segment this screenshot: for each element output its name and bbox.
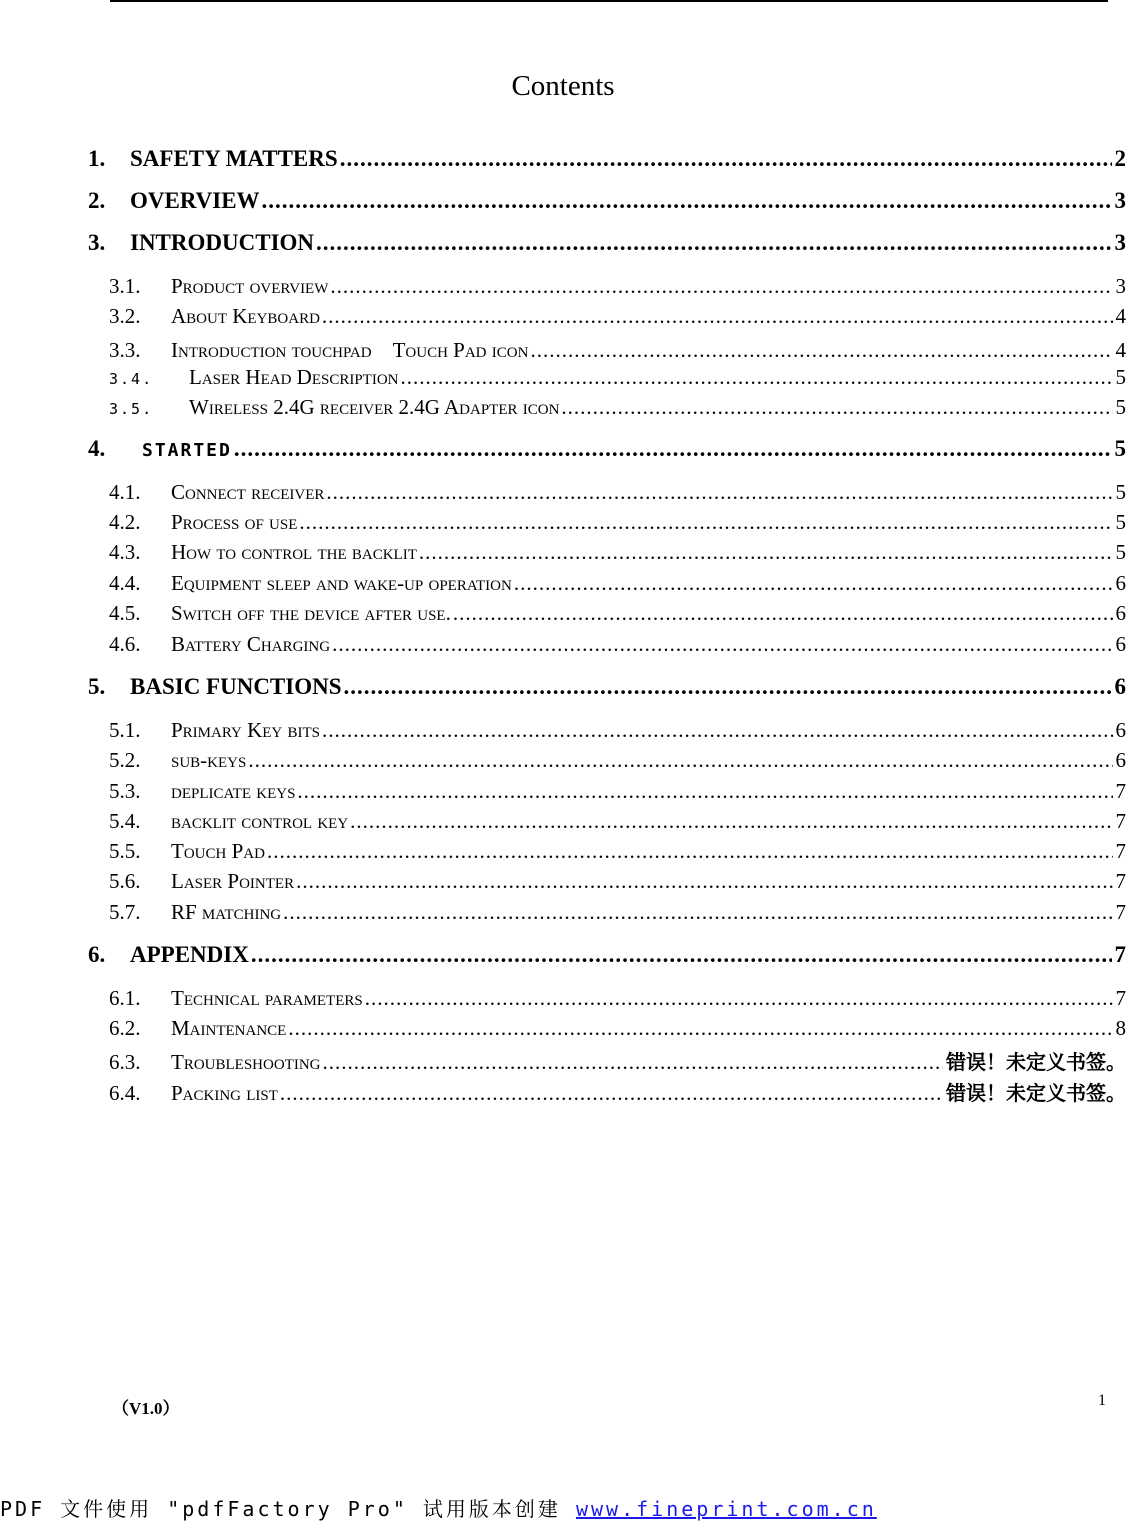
- toc-number: 4.3.: [109, 540, 171, 565]
- toc-label: Maintenance: [171, 1016, 286, 1041]
- toc-number: 6.2.: [109, 1016, 171, 1041]
- toc-entry-4-5[interactable]: [109, 601, 1126, 626]
- toc-leader: [330, 274, 1112, 299]
- toc-page: 6: [1116, 571, 1126, 596]
- toc-entry-5[interactable]: [88, 674, 1126, 700]
- toc-leader: [262, 188, 1112, 214]
- toc-leader: [332, 632, 1112, 657]
- toc-entry-5-6[interactable]: [109, 869, 1126, 894]
- toc-page: 7: [1116, 986, 1126, 1011]
- toc-label: About Keyboard: [171, 304, 320, 329]
- toc-leader: [401, 365, 1113, 390]
- page-title: Contents: [0, 70, 1126, 103]
- toc-number: 4.4.: [109, 571, 171, 596]
- toc-label: Equipment sleep and wake-up operation: [171, 571, 512, 596]
- toc-leader: [365, 986, 1113, 1011]
- toc-entry-4-2[interactable]: [109, 510, 1126, 535]
- toc-page: 5: [1116, 365, 1126, 390]
- toc-entry-6-4[interactable]: [109, 1077, 1126, 1106]
- toc-leader: [297, 779, 1112, 804]
- toc-page: 3: [1115, 188, 1126, 214]
- toc-number: 6.4.: [109, 1081, 171, 1106]
- watermark-link[interactable]: www.fineprint.com.cn: [576, 1497, 877, 1521]
- toc-entry-2[interactable]: [88, 188, 1126, 214]
- toc-entry-5-7[interactable]: [109, 900, 1126, 925]
- toc-number: 5.5.: [109, 839, 171, 864]
- toc-page: 4: [1116, 338, 1126, 363]
- toc-number: 6.1.: [109, 986, 171, 1011]
- toc-leader: [283, 900, 1112, 925]
- toc-label: Primary Key bits: [171, 718, 320, 743]
- toc-number: 2.: [88, 188, 130, 214]
- toc-leader: [322, 304, 1113, 329]
- toc-entry-4-1[interactable]: [109, 480, 1126, 505]
- toc-number: 5.2.: [109, 748, 171, 773]
- toc-label: APPENDIX: [130, 942, 249, 968]
- watermark: [0, 1493, 877, 1522]
- toc-entry-3[interactable]: [88, 230, 1126, 256]
- toc-label: Laser Head Description: [189, 365, 399, 390]
- toc-label: Process of use: [171, 510, 297, 535]
- toc-entry-4[interactable]: [88, 436, 1126, 462]
- toc-page: 4: [1116, 304, 1126, 329]
- toc-label: Switch off the device after use.: [171, 601, 451, 626]
- toc-leader: [344, 674, 1112, 700]
- toc-entry-5-3[interactable]: [109, 779, 1126, 804]
- toc-entry-6-2[interactable]: [109, 1016, 1126, 1041]
- toc-label: OVERVIEW: [130, 188, 260, 214]
- toc-leader: [326, 480, 1112, 505]
- toc-entry-4-3[interactable]: [109, 540, 1126, 565]
- toc-number: 5.7.: [109, 900, 171, 925]
- toc-label: BASIC FUNCTIONS: [130, 674, 342, 700]
- toc-number: 5.4.: [109, 809, 171, 834]
- toc-number: 3.5.: [109, 400, 171, 418]
- toc-entry-3-1[interactable]: [109, 274, 1126, 299]
- toc-leader: [251, 942, 1112, 968]
- toc-number: 4.5.: [109, 601, 171, 626]
- toc-label: Product overview: [171, 274, 328, 299]
- toc-label: Introduction touchpad Touch Pad icon: [171, 334, 528, 364]
- toc-leader: [280, 1081, 943, 1106]
- toc-entry-5-5[interactable]: [109, 839, 1126, 864]
- page-number: 1: [1098, 1392, 1106, 1410]
- toc-number: 5.: [88, 674, 130, 700]
- toc-leader: [322, 718, 1112, 743]
- toc-page: 7: [1116, 869, 1126, 894]
- watermark-text: PDF 文件使用 "pdfFactory Pro" 试用版本创建: [0, 1497, 576, 1521]
- toc-label: sub-keys: [171, 748, 246, 773]
- toc-entry-4-4[interactable]: [109, 571, 1126, 596]
- toc-entry-3-4[interactable]: [109, 365, 1126, 390]
- toc-number: 3.2.: [109, 304, 171, 329]
- toc-page: 8: [1116, 1016, 1126, 1041]
- toc-label: Laser Pointer: [171, 869, 294, 894]
- toc-entry-6-3[interactable]: [109, 1046, 1126, 1075]
- toc-leader: [561, 395, 1112, 420]
- toc-page-error: 错误！未定义书签。: [946, 1077, 1126, 1106]
- toc-label: Battery Charging: [171, 632, 330, 657]
- toc-number: 5.1.: [109, 718, 171, 743]
- toc-page: 5: [1116, 480, 1126, 505]
- toc-page: 7: [1115, 942, 1126, 968]
- toc-entry-5-4[interactable]: [109, 809, 1126, 834]
- toc-leader: [288, 1016, 1112, 1041]
- toc-page-error: 错误！未定义书签。: [946, 1046, 1126, 1075]
- toc-page: 6: [1116, 601, 1126, 626]
- toc-entry-5-2[interactable]: [109, 748, 1126, 773]
- toc-label: STARTED: [142, 440, 232, 461]
- toc-entry-6-1[interactable]: [109, 986, 1126, 1011]
- toc-leader: [316, 230, 1111, 256]
- toc-number: 6.: [88, 942, 130, 968]
- toc-leader: [350, 809, 1112, 834]
- toc-entry-3-5[interactable]: [109, 395, 1126, 420]
- toc-number: 3.3.: [109, 338, 171, 363]
- toc-label: Technical parameters: [171, 986, 363, 1011]
- toc-number: 4.6.: [109, 632, 171, 657]
- toc-page: 7: [1116, 839, 1126, 864]
- toc-number: 5.3.: [109, 779, 171, 804]
- toc-number: 6.3.: [109, 1050, 171, 1075]
- toc-entry-6[interactable]: [88, 942, 1126, 968]
- toc-label: RF matching: [171, 900, 281, 925]
- toc-number: 4.1.: [109, 480, 171, 505]
- toc-entry-4-6[interactable]: [109, 632, 1126, 657]
- toc-leader: [340, 146, 1112, 172]
- toc-number: 5.6.: [109, 869, 171, 894]
- toc-label: Touch Pad: [171, 839, 265, 864]
- toc-page: 3: [1116, 274, 1126, 299]
- toc-number: 3.: [88, 230, 130, 256]
- toc-label: Troubleshooting: [171, 1050, 321, 1075]
- toc-label: deplicate keys: [171, 779, 295, 804]
- toc-label: INTRODUCTION: [130, 230, 314, 256]
- toc-leader: [419, 540, 1113, 565]
- toc-page: 7: [1116, 779, 1126, 804]
- toc-leader: [296, 869, 1112, 894]
- toc-page: 7: [1116, 900, 1126, 925]
- toc-leader: [299, 510, 1112, 535]
- toc-leader: [267, 839, 1113, 864]
- toc-page: 5: [1115, 436, 1126, 462]
- toc-leader: [514, 571, 1113, 596]
- toc-label: How to control the backlit: [171, 540, 417, 565]
- toc-label: SAFETY MATTERS: [130, 146, 338, 172]
- toc-page: 6: [1116, 632, 1126, 657]
- toc-label: Wireless 2.4G receiver 2.4G Adapter icon: [189, 395, 559, 420]
- toc-number: 3.4.: [109, 370, 171, 388]
- toc-page: 3: [1115, 230, 1126, 256]
- toc-entry-3-2[interactable]: [109, 304, 1126, 329]
- toc-label: backlit control key: [171, 809, 348, 834]
- toc-number: 1.: [88, 146, 130, 172]
- toc-page: 5: [1116, 395, 1126, 420]
- toc-entry-1[interactable]: [88, 146, 1126, 172]
- toc-number: 3.1.: [109, 274, 171, 299]
- toc-leader: [530, 338, 1112, 363]
- toc-leader: [234, 436, 1112, 462]
- toc-page: 5: [1116, 540, 1126, 565]
- toc-entry-3-3[interactable]: [109, 334, 1126, 364]
- toc-label: Connect receiver: [171, 480, 324, 505]
- toc-number: 4.2.: [109, 510, 171, 535]
- toc-page: 6: [1116, 718, 1126, 743]
- toc-page: 6: [1115, 674, 1126, 700]
- toc-page: 2: [1115, 146, 1126, 172]
- footer-version: （V1.0）: [112, 1394, 180, 1419]
- toc-page: 5: [1116, 510, 1126, 535]
- toc-page: 7: [1116, 809, 1126, 834]
- toc-page: 6: [1116, 748, 1126, 773]
- toc-number: 4.: [88, 436, 130, 462]
- toc-leader: [248, 748, 1112, 773]
- toc-label: Packing list: [171, 1081, 278, 1106]
- toc-leader: [323, 1050, 944, 1075]
- toc-entry-5-1[interactable]: [109, 718, 1126, 743]
- toc-leader: [453, 601, 1113, 626]
